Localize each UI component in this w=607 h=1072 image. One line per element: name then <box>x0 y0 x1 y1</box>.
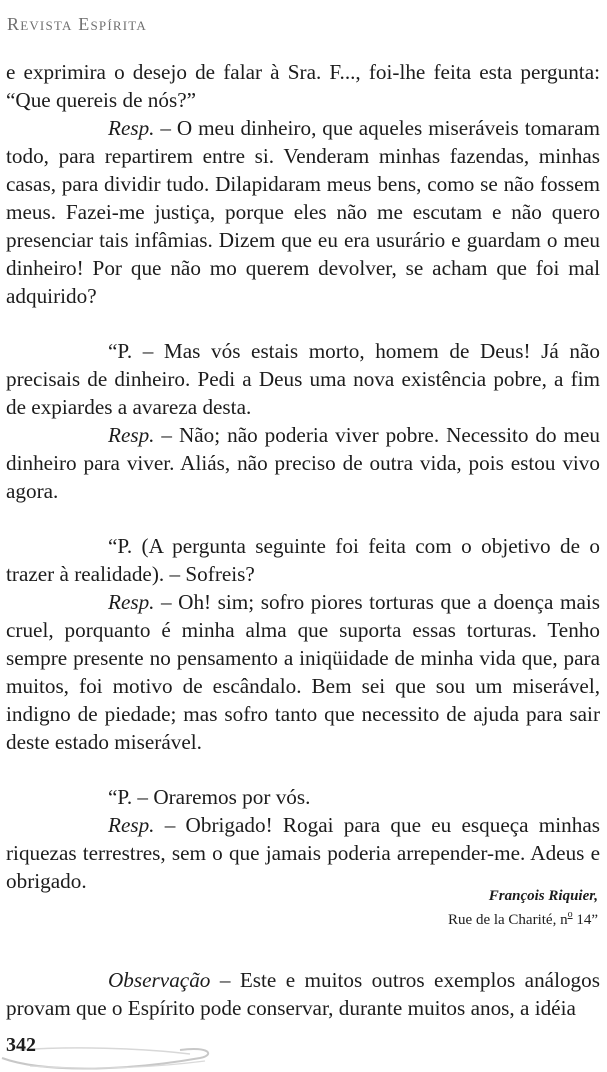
answer-text: – Não; não poderia viver pobre. Necessito do meu dinheiro para viver. Aliás, não preciso de outra vida, pois estou vivo agora. <box>6 423 600 503</box>
answer-text: – Obrigado! Rogai para que eu esqueça minhas riquezas terrestres, sem o que jamais poderia arrepender-me. Adeus e obrigado. <box>6 813 600 893</box>
resp-label: Resp. <box>108 423 155 447</box>
address-prefix: Rue de la Charité, n <box>448 912 568 928</box>
answer-paragraph <box>6 421 600 505</box>
observation-paragraph <box>6 966 600 1022</box>
question-paragraph: “P. (A pergunta seguinte foi feita com o objetivo de o trazer à realidade). – Sofreis? <box>6 534 600 586</box>
paragraph: e exprimira o desejo de falar à Sra. F..., foi-lhe feita esta pergunta: “Que quereis de nós?” <box>6 60 600 112</box>
question-paragraph: “P. – Oraremos por vós. <box>108 785 311 809</box>
answer-paragraph <box>6 114 600 310</box>
answer-text: – Oh! sim; sofro piores torturas que a doença mais cruel, porquanto é minha alma que suporta essas torturas. Tenho sempre presente no pensamento a iniqüidade de minha vida que, para muitos, foi motivo de escândalo. Bem sei que sou um miserável, indigno de piedade; mas sofro tanto que necessito de ajuda para sair deste estado miserável. <box>6 590 600 754</box>
footer-swoosh-ornament <box>0 1028 240 1072</box>
observation-label: Observação <box>108 968 211 992</box>
running-header: Revista Espírita <box>7 14 147 34</box>
page-number: 342 <box>6 1034 36 1056</box>
observation-text: – Este e muitos outros exemplos análogos provam que o Espírito pode conservar, durante muitos anos, a idéia <box>6 968 600 1020</box>
observation-block <box>6 966 600 1022</box>
answer-paragraph <box>6 588 600 756</box>
ordinal-sup: o <box>567 909 573 920</box>
question-paragraph: “P. – Mas vós estais morto, homem de Deus! Já não precisais de dinheiro. Pedi a Deus uma nova existência pobre, a fim de expiardes a avareza desta. <box>6 339 600 419</box>
signature-address <box>448 908 598 934</box>
resp-label: Resp. <box>108 590 155 614</box>
signature-block <box>448 884 598 934</box>
resp-label: Resp. <box>108 116 155 140</box>
answer-text: – O meu dinheiro, que aqueles miseráveis tomaram todo, para repartirem entre si. Venderam minhas fazendas, minhas casas, para dividir tudo. Dilapidaram meus bens, como se não fossem meus. Fazei-me justiça, porque eles não me escutam e não quero presenciar tais infâmias. Dizem que eu era usurário e guardam o meu dinheiro! Por que não mo querem devolver, se acham que foi mal adquirido? <box>6 116 600 308</box>
answer-paragraph <box>6 811 600 895</box>
main-text <box>6 58 600 895</box>
signature-name: François Riquier, <box>488 888 598 904</box>
address-suffix: 14” <box>572 912 598 928</box>
resp-label: Resp. <box>108 813 155 837</box>
